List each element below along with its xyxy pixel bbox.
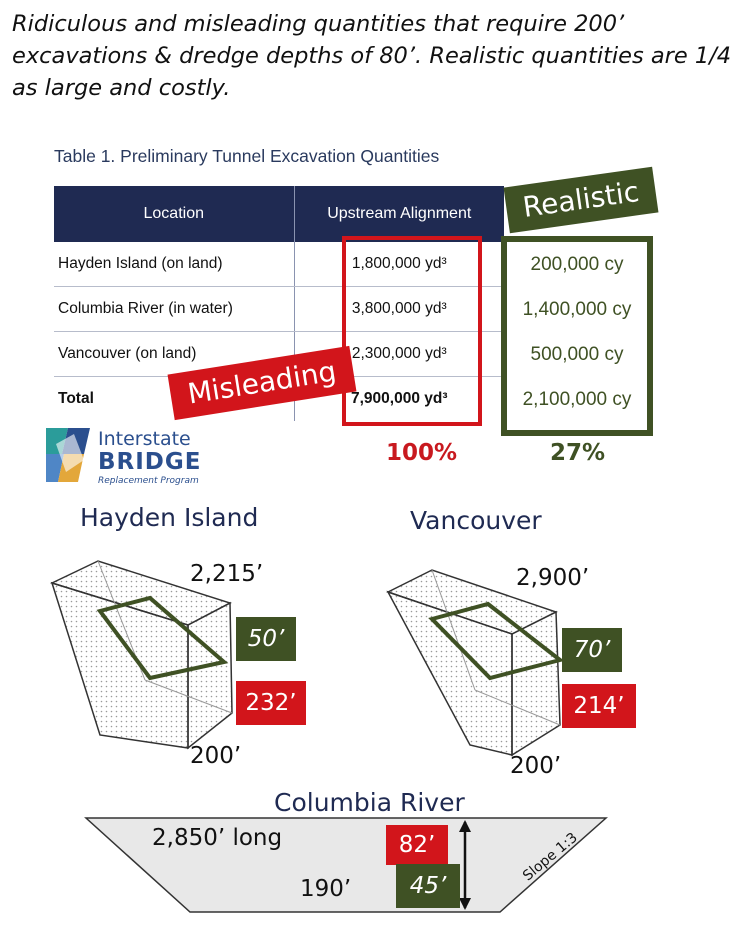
header-location: Location (54, 186, 294, 242)
logo-line1: Interstate (98, 428, 191, 450)
river-realistic-depth: 45’ (396, 864, 460, 908)
vancouver-title: Vancouver (410, 506, 542, 535)
row-location: Total (54, 377, 294, 422)
hayden-misleading-depth: 232’ (236, 681, 306, 725)
row-upstream-value: 1,800,000 yd³ (294, 242, 504, 287)
table-title: Table 1. Preliminary Tunnel Excavation Quantities (54, 146, 440, 166)
river-misleading-depth: 82’ (386, 825, 448, 865)
realistic-value: 2,100,000 cy (522, 389, 632, 410)
river-width: 190’ (300, 876, 352, 902)
realistic-value: 500,000 cy (530, 344, 624, 365)
vancouver-realistic-depth: 70’ (562, 628, 622, 672)
vancouver-misleading-depth: 214’ (562, 684, 636, 728)
row-location: Hayden Island (on land) (54, 242, 294, 287)
misleading-tag: Misleading (168, 346, 357, 420)
realistic-value: 1,400,000 cy (522, 299, 632, 320)
headline-text: Ridiculous and misleading quantities that require 200’ excavations & dredge depths of 80’. Realistic quantities are 1/4 as large and costly. (12, 11, 732, 101)
logo-line3: Replacement Program (98, 476, 199, 486)
realistic-tag: Realistic (504, 167, 659, 233)
logo-line2: BRIDGE (98, 449, 202, 475)
header-upstream: Upstream Alignment (294, 186, 504, 242)
vancouver-length: 2,900’ (516, 565, 590, 591)
hayden-realistic-depth: 50’ (236, 617, 296, 661)
hayden-excavation-drawing (52, 561, 232, 748)
river-length: 2,850’ long (152, 825, 283, 851)
vancouver-width: 200’ (510, 753, 562, 779)
upstream-percentage: 100% (386, 440, 458, 466)
hayden-title: Hayden Island (80, 503, 259, 532)
river-title: Columbia River (274, 788, 465, 817)
row-upstream-value: 7,900,000 yd³ (350, 390, 448, 407)
realistic-percentage: 27% (550, 440, 606, 466)
row-location: Vancouver (on land) (54, 332, 294, 377)
hayden-width: 200’ (190, 743, 242, 769)
row-upstream-value: 2,300,000 yd³ (294, 332, 504, 377)
hayden-length: 2,215’ (190, 561, 264, 587)
realistic-value: 200,000 cy (530, 254, 624, 275)
river-slope: Slope 1:3 (520, 829, 581, 885)
row-upstream-value: 3,800,000 yd³ (294, 287, 504, 332)
row-location: Columbia River (in water) (54, 287, 294, 332)
vancouver-excavation-drawing (388, 570, 560, 755)
